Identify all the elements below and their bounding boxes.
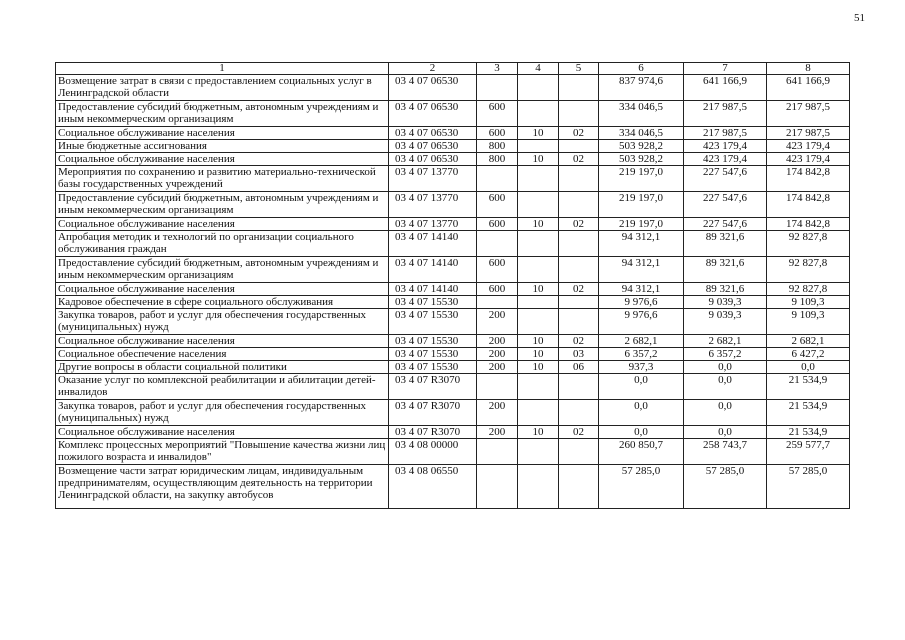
row-name: Иные бюджетные ассигнования [56,140,389,153]
row-expense-type: 600 [477,192,518,218]
row-value-7: 0,0 [684,374,767,400]
row-value-7: 227 547,6 [684,192,767,218]
row-section: 10 [518,426,559,439]
row-value-8: 92 827,8 [767,257,850,283]
row-value-6: 503 928,2 [599,153,684,166]
row-value-7: 9 039,3 [684,309,767,335]
row-expense-type: 600 [477,127,518,140]
row-subsection [559,400,599,426]
row-value-8: 21 534,9 [767,374,850,400]
row-code: 03 4 07 15530 [389,348,477,361]
row-value-8: 423 179,4 [767,140,850,153]
table-row [56,335,850,348]
row-expense-type [477,439,518,465]
row-code: 03 4 08 06550 [389,465,477,509]
row-code: 03 4 07 R3070 [389,374,477,400]
row-code: 03 4 07 15530 [389,309,477,335]
table-row [56,231,850,257]
row-code: 03 4 07 15530 [389,361,477,374]
row-expense-type: 200 [477,309,518,335]
row-subsection [559,192,599,218]
table-row [56,75,850,101]
row-code: 03 4 07 06530 [389,153,477,166]
table-row [56,166,850,192]
table-row [56,439,850,465]
row-code: 03 4 07 06530 [389,127,477,140]
row-code: 03 4 07 14140 [389,283,477,296]
row-value-6: 260 850,7 [599,439,684,465]
row-subsection [559,257,599,283]
row-value-8: 423 179,4 [767,153,850,166]
row-value-6: 0,0 [599,400,684,426]
row-code: 03 4 07 14140 [389,257,477,283]
table-row [56,309,850,335]
row-section: 10 [518,348,559,361]
row-subsection [559,75,599,101]
row-code: 03 4 07 06530 [389,101,477,127]
table-row [56,361,850,374]
row-code: 03 4 07 06530 [389,140,477,153]
column-header-1: 1 [56,63,389,75]
row-section [518,257,559,283]
row-expense-type: 600 [477,257,518,283]
row-value-8: 641 166,9 [767,75,850,101]
row-value-7: 227 547,6 [684,166,767,192]
row-name: Предоставление субсидий бюджетным, автономным учреждениям и иным некоммерческим организациям [56,192,389,218]
row-expense-type [477,465,518,509]
row-value-6: 9 976,6 [599,296,684,309]
row-value-6: 0,0 [599,374,684,400]
row-value-7: 227 547,6 [684,218,767,231]
row-value-8: 21 534,9 [767,400,850,426]
row-expense-type: 600 [477,283,518,296]
row-name: Оказание услуг по комплексной реабилитации и абилитации детей-инвалидов [56,374,389,400]
row-value-7: 217 987,5 [684,101,767,127]
row-value-7: 89 321,6 [684,283,767,296]
row-value-6: 94 312,1 [599,231,684,257]
row-subsection: 03 [559,348,599,361]
row-subsection [559,465,599,509]
row-subsection [559,374,599,400]
row-section: 10 [518,361,559,374]
column-header-8: 8 [767,63,850,75]
row-code: 03 4 08 00000 [389,439,477,465]
row-name: Мероприятия по сохранению и развитию материально-технической базы государственных учреждений [56,166,389,192]
row-name: Кадровое обеспечение в сфере социального обслуживания [56,296,389,309]
row-section: 10 [518,283,559,296]
row-value-8: 0,0 [767,361,850,374]
row-name: Другие вопросы в области социальной политики [56,361,389,374]
row-value-8: 2 682,1 [767,335,850,348]
row-code: 03 4 07 14140 [389,231,477,257]
row-expense-type: 200 [477,348,518,361]
row-value-6: 937,3 [599,361,684,374]
row-value-6: 9 976,6 [599,309,684,335]
row-value-7: 57 285,0 [684,465,767,509]
row-section [518,101,559,127]
row-value-7: 258 743,7 [684,439,767,465]
row-section: 10 [518,127,559,140]
row-expense-type [477,374,518,400]
table-row [56,192,850,218]
row-subsection [559,439,599,465]
table-row [56,465,850,509]
row-name: Социальное обслуживание населения [56,153,389,166]
row-expense-type: 200 [477,400,518,426]
table-body [56,75,850,509]
row-code: 03 4 07 R3070 [389,400,477,426]
row-name: Возмещение части затрат юридическим лицам, индивидуальным предпринимателям, осуществляющим деятельность на территории Ленинградской области, на закупку автобусов [56,465,389,509]
row-value-6: 219 197,0 [599,166,684,192]
row-value-7: 217 987,5 [684,127,767,140]
row-value-8: 174 842,8 [767,218,850,231]
row-name: Закупка товаров, работ и услуг для обеспечения государственных (муниципальных) нужд [56,309,389,335]
row-name: Социальное обслуживание населения [56,426,389,439]
row-value-8: 217 987,5 [767,127,850,140]
row-subsection [559,166,599,192]
row-subsection [559,231,599,257]
table-row [56,426,850,439]
row-section [518,374,559,400]
row-code: 03 4 07 R3070 [389,426,477,439]
table-row [56,283,850,296]
row-subsection: 02 [559,153,599,166]
row-value-8: 92 827,8 [767,283,850,296]
row-expense-type [477,296,518,309]
row-code: 03 4 07 13770 [389,218,477,231]
row-value-6: 6 357,2 [599,348,684,361]
row-value-8: 9 109,3 [767,309,850,335]
row-value-6: 219 197,0 [599,192,684,218]
table-row [56,140,850,153]
row-section [518,296,559,309]
table-row [56,101,850,127]
row-value-8: 21 534,9 [767,426,850,439]
column-header-2: 2 [389,63,477,75]
row-value-8: 259 577,7 [767,439,850,465]
row-section [518,309,559,335]
row-name: Социальное обслуживание населения [56,283,389,296]
row-subsection [559,101,599,127]
row-value-6: 219 197,0 [599,218,684,231]
row-value-6: 334 046,5 [599,127,684,140]
row-value-8: 92 827,8 [767,231,850,257]
table-row [56,127,850,140]
row-expense-type [477,231,518,257]
column-header-6: 6 [599,63,684,75]
row-subsection: 06 [559,361,599,374]
row-section: 10 [518,153,559,166]
row-expense-type: 200 [477,426,518,439]
row-name: Предоставление субсидий бюджетным, автономным учреждениям и иным некоммерческим организациям [56,257,389,283]
column-header-3: 3 [477,63,518,75]
row-subsection [559,309,599,335]
row-subsection: 02 [559,283,599,296]
row-section [518,465,559,509]
row-value-7: 89 321,6 [684,231,767,257]
row-code: 03 4 07 15530 [389,335,477,348]
budget-table [55,62,850,509]
row-value-7: 423 179,4 [684,153,767,166]
row-value-7: 2 682,1 [684,335,767,348]
row-section [518,400,559,426]
row-name: Социальное обеспечение населения [56,348,389,361]
row-expense-type: 600 [477,218,518,231]
row-value-7: 89 321,6 [684,257,767,283]
row-value-6: 334 046,5 [599,101,684,127]
row-name: Социальное обслуживание населения [56,218,389,231]
row-value-7: 9 039,3 [684,296,767,309]
table-row [56,257,850,283]
column-header-4: 4 [518,63,559,75]
row-value-8: 57 285,0 [767,465,850,509]
row-expense-type: 200 [477,335,518,348]
row-value-7: 423 179,4 [684,140,767,153]
row-expense-type: 800 [477,140,518,153]
table-row [56,400,850,426]
row-value-6: 57 285,0 [599,465,684,509]
row-value-8: 9 109,3 [767,296,850,309]
row-code: 03 4 07 06530 [389,75,477,101]
table-row [56,218,850,231]
row-value-6: 0,0 [599,426,684,439]
row-name: Возмещение затрат в связи с предоставлением социальных услуг в Ленинградской области [56,75,389,101]
row-name: Комплекс процессных мероприятий "Повышение качества жизни лиц пожилого возраста и инвалидов" [56,439,389,465]
row-section [518,75,559,101]
row-section [518,192,559,218]
row-expense-type [477,75,518,101]
page-number: 51 [854,12,865,24]
row-expense-type [477,166,518,192]
row-section: 10 [518,218,559,231]
row-code: 03 4 07 13770 [389,192,477,218]
row-value-7: 0,0 [684,400,767,426]
row-section [518,231,559,257]
row-value-6: 94 312,1 [599,257,684,283]
row-name: Социальное обслуживание населения [56,335,389,348]
row-value-6: 837 974,6 [599,75,684,101]
row-subsection: 02 [559,426,599,439]
row-value-6: 2 682,1 [599,335,684,348]
header-row [56,63,850,75]
row-code: 03 4 07 15530 [389,296,477,309]
row-name: Апробация методик и технологий по организации социального обслуживания граждан [56,231,389,257]
row-name: Предоставление субсидий бюджетным, автономным учреждениям и иным некоммерческим организациям [56,101,389,127]
row-value-6: 94 312,1 [599,283,684,296]
row-name: Социальное обслуживание населения [56,127,389,140]
row-subsection: 02 [559,127,599,140]
row-code: 03 4 07 13770 [389,166,477,192]
row-value-7: 641 166,9 [684,75,767,101]
row-value-7: 6 357,2 [684,348,767,361]
row-section [518,140,559,153]
row-value-7: 0,0 [684,361,767,374]
row-expense-type: 800 [477,153,518,166]
row-section [518,439,559,465]
row-value-8: 174 842,8 [767,166,850,192]
row-value-8: 217 987,5 [767,101,850,127]
row-value-6: 503 928,2 [599,140,684,153]
row-subsection: 02 [559,218,599,231]
table-row [56,296,850,309]
row-value-8: 174 842,8 [767,192,850,218]
row-section: 10 [518,335,559,348]
table-row [56,153,850,166]
row-expense-type: 600 [477,101,518,127]
row-expense-type: 200 [477,361,518,374]
table-row [56,348,850,361]
row-name: Закупка товаров, работ и услуг для обеспечения государственных (муниципальных) нужд [56,400,389,426]
column-header-7: 7 [684,63,767,75]
row-value-7: 0,0 [684,426,767,439]
row-subsection [559,296,599,309]
row-subsection: 02 [559,335,599,348]
column-header-5: 5 [559,63,599,75]
table-row [56,374,850,400]
row-section [518,166,559,192]
row-value-8: 6 427,2 [767,348,850,361]
row-subsection [559,140,599,153]
